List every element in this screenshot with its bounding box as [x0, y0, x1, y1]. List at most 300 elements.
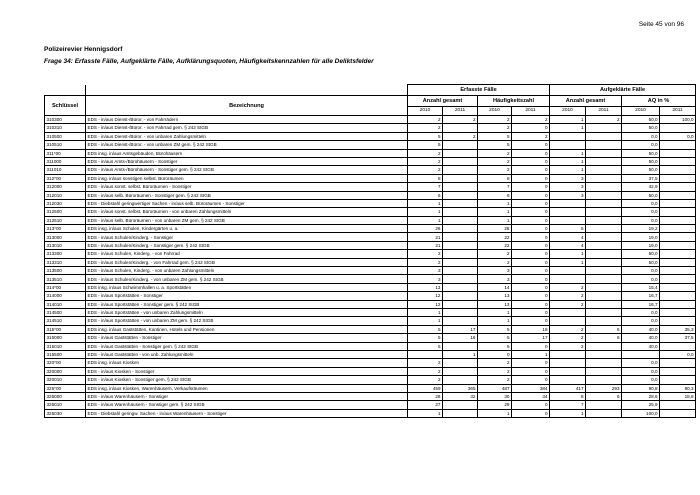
- frequency-2011-cell: 0: [512, 216, 550, 224]
- frequency-2011-cell: 0: [512, 275, 550, 283]
- rate-2011-cell: 80,3: [660, 384, 696, 392]
- rate-2010-cell: 50,0: [622, 149, 660, 157]
- cleared-2010-cell: 2: [550, 300, 586, 308]
- frequency-2011-cell: 17: [512, 334, 550, 342]
- cleared-2010-cell: 4: [550, 241, 586, 249]
- rate-2010-cell: 19,2: [622, 225, 660, 233]
- rate-2010-cell: 50,0: [622, 191, 660, 199]
- cleared-2010-cell: 417: [550, 384, 586, 392]
- frequency-2010-cell: 2: [478, 250, 512, 258]
- rate-2011-cell: [660, 376, 696, 384]
- cleared-2011-cell: [586, 157, 622, 165]
- cleared-2010-cell: 2: [550, 283, 586, 291]
- recorded-2011-cell: [443, 174, 478, 182]
- header-year: 2011: [443, 107, 478, 116]
- recorded-2011-cell: [443, 199, 478, 207]
- key-cell: 325010: [45, 401, 86, 409]
- frequency-2010-cell: 1: [478, 199, 512, 207]
- recorded-2010-cell: 1: [408, 409, 443, 417]
- table-row: [45, 166, 696, 174]
- cleared-2011-cell: [586, 250, 622, 258]
- description-cell: EDS - in/aus Dienst-/Büror. - von Fahrrädern: [86, 116, 408, 124]
- rate-2010-cell: 50,0: [622, 124, 660, 132]
- rate-2010-cell: 19,0: [622, 233, 660, 241]
- frequency-2010-cell: 5: [478, 132, 512, 140]
- frequency-2010-cell: 2: [478, 258, 512, 266]
- description-cell: EDS - in/aus Dienst-/Büror. - von unbaren Zahlungsmitteln: [86, 132, 408, 140]
- key-cell: 313010: [45, 241, 86, 249]
- cleared-2010-cell: 1: [550, 124, 586, 132]
- page-number: Seite 45 von 96: [638, 21, 684, 28]
- cleared-2011-cell: [586, 124, 622, 132]
- recorded-2010-cell: 5: [408, 141, 443, 149]
- frequency-2010-cell: 8: [478, 174, 512, 182]
- rate-2010-cell: 50,0: [622, 116, 660, 124]
- rate-2011-cell: 37,5: [660, 334, 696, 342]
- key-cell: 314010: [45, 300, 86, 308]
- key-cell: 313500: [45, 267, 86, 275]
- frequency-2010-cell: 5: [478, 325, 512, 333]
- frequency-2011-cell: 2: [512, 116, 550, 124]
- cleared-2011-cell: [586, 409, 622, 417]
- recorded-2011-cell: [443, 183, 478, 191]
- table-row: [45, 392, 696, 400]
- recorded-2011-cell: 17: [443, 325, 478, 333]
- recorded-2011-cell: [443, 367, 478, 375]
- table-row: [45, 275, 696, 283]
- table-row: [45, 233, 696, 241]
- recorded-2010-cell: 28: [408, 392, 443, 400]
- table-row: [45, 241, 696, 249]
- description-cell: EDS - in/aus sonst. selbst. Büroräumen - Sonstiger: [86, 183, 408, 191]
- header-year: 2010: [408, 107, 443, 116]
- recorded-2010-cell: 2: [408, 376, 443, 384]
- description-cell: EDS - in/aus Kiosken - Sonstiger: [86, 367, 408, 375]
- key-cell: 312010: [45, 191, 86, 199]
- frequency-2011-cell: 0: [512, 233, 550, 241]
- recorded-2011-cell: 2: [443, 132, 478, 140]
- description-cell: EDS - in/aus Sportstätten - von unbaren Zahlungsmitteln: [86, 308, 408, 316]
- recorded-2011-cell: 2: [443, 116, 478, 124]
- frequency-2011-cell: 18: [512, 325, 550, 333]
- cleared-2010-cell: [550, 350, 586, 358]
- table-row: [45, 334, 696, 342]
- cleared-2011-cell: [586, 149, 622, 157]
- table-row: [45, 149, 696, 157]
- header-blank-desc: [86, 85, 408, 96]
- rate-2011-cell: [660, 275, 696, 283]
- frequency-2011-cell: 0: [512, 258, 550, 266]
- cleared-2010-cell: [550, 359, 586, 367]
- frequency-2011-cell: 0: [512, 199, 550, 207]
- recorded-2011-cell: [443, 149, 478, 157]
- frequency-2011-cell: 0: [512, 250, 550, 258]
- frequency-2010-cell: 1: [478, 409, 512, 417]
- rate-2010-cell: 40,0: [622, 342, 660, 350]
- cleared-2010-cell: 1: [550, 166, 586, 174]
- frequency-2011-cell: 0: [512, 191, 550, 199]
- rate-2011-cell: [660, 149, 696, 157]
- rate-2010-cell: 40,0: [622, 325, 660, 333]
- cleared-2010-cell: [550, 208, 586, 216]
- frequency-2011-cell: 0: [512, 267, 550, 275]
- cleared-2010-cell: [550, 308, 586, 316]
- rate-2011-cell: [660, 409, 696, 417]
- description-cell: EDS - in/aus Warenhäusern - Sonstiger gem. § 242 StGB: [86, 401, 408, 409]
- frequency-2011-cell: 0: [512, 308, 550, 316]
- recorded-2010-cell: 459: [408, 384, 443, 392]
- recorded-2010-cell: 27: [408, 401, 443, 409]
- header-clearance-rate: AQ in %: [622, 96, 696, 107]
- recorded-2011-cell: [443, 124, 478, 132]
- table-row: [45, 225, 696, 233]
- cleared-2010-cell: [550, 132, 586, 140]
- recorded-2010-cell: 2: [408, 157, 443, 165]
- cleared-2010-cell: 8: [550, 392, 586, 400]
- rate-2011-cell: [660, 124, 696, 132]
- description-cell: EDS - in/aus Schulen/Kinderg. - von unbaren ZM gem. § 242 StGB: [86, 275, 408, 283]
- table-row: [45, 199, 696, 207]
- key-cell: 325*00: [45, 384, 86, 392]
- cleared-2011-cell: 2: [586, 116, 622, 124]
- description-cell: EDS - in/aus selb. Büroräumen - von unbaren ZM gem. § 242 StGB: [86, 216, 408, 224]
- cleared-2010-cell: 5: [550, 225, 586, 233]
- rate-2010-cell: 42,9: [622, 183, 660, 191]
- rate-2011-cell: [660, 267, 696, 275]
- description-cell: EDS - in/aus Dienst-/Büror. - von unbaren ZM gem. § 242 StGB: [86, 141, 408, 149]
- rate-2011-cell: [660, 157, 696, 165]
- recorded-2010-cell: 2: [408, 258, 443, 266]
- key-cell: 315500: [45, 350, 86, 358]
- rate-2010-cell: 90,8: [622, 384, 660, 392]
- recorded-2010-cell: 2: [408, 149, 443, 157]
- rate-2011-cell: [660, 308, 696, 316]
- cleared-2011-cell: 6: [586, 325, 622, 333]
- recorded-2010-cell: 13: [408, 283, 443, 291]
- recorded-2011-cell: [443, 233, 478, 241]
- recorded-2011-cell: 1: [443, 350, 478, 358]
- recorded-2010-cell: 1: [408, 208, 443, 216]
- cleared-2011-cell: [586, 401, 622, 409]
- header-description: Bezeichnung: [86, 96, 408, 116]
- recorded-2010-cell: 12: [408, 300, 443, 308]
- description-cell: EDS - in/aus Schulen, Kinderg. - von unbaren Zahlungsmitteln: [86, 267, 408, 275]
- table-row: [45, 384, 696, 392]
- description-cell: EDS - in/aus Gaststätten - von unb. Zahlungsmitteln: [86, 350, 408, 358]
- table-row: [45, 174, 696, 182]
- header-cleared-count: Anzahl gesamt: [550, 96, 622, 107]
- recorded-2010-cell: 26: [408, 225, 443, 233]
- frequency-2011-cell: 34: [512, 392, 550, 400]
- key-cell: 312*00: [45, 174, 86, 182]
- cleared-2010-cell: [550, 376, 586, 384]
- recorded-2011-cell: [443, 166, 478, 174]
- description-cell: EDS insg. in/aus Kiosken: [86, 359, 408, 367]
- rate-2010-cell: 100,0: [622, 409, 660, 417]
- key-cell: 310310: [45, 124, 86, 132]
- rate-2010-cell: 50,0: [622, 258, 660, 266]
- frequency-2010-cell: 1: [478, 308, 512, 316]
- key-cell: 325000: [45, 392, 86, 400]
- header-total-count: Anzahl gesamt: [408, 96, 478, 107]
- frequency-2011-cell: 0: [512, 283, 550, 291]
- rate-2011-cell: [660, 191, 696, 199]
- recorded-2010-cell: 5: [408, 132, 443, 140]
- recorded-2011-cell: [443, 283, 478, 291]
- description-cell: EDS - in/aus sonst. selbst. Büroräumen - von unbaren Zahlungsmitteln: [86, 208, 408, 216]
- cleared-2011-cell: [586, 241, 622, 249]
- cleared-2010-cell: 7: [550, 401, 586, 409]
- key-cell: 310500: [45, 132, 86, 140]
- recorded-2010-cell: 3: [408, 267, 443, 275]
- cleared-2010-cell: [550, 367, 586, 375]
- header-year: 2010: [478, 107, 512, 116]
- table-row: [45, 376, 696, 384]
- frequency-2010-cell: 13: [478, 292, 512, 300]
- key-cell: 320*00: [45, 359, 86, 367]
- table-body: [45, 116, 696, 418]
- header-recorded-cases: Erfasste Fälle: [408, 85, 550, 96]
- cleared-2010-cell: 1: [550, 149, 586, 157]
- rate-2011-cell: [660, 250, 696, 258]
- key-cell: 315*00: [45, 325, 86, 333]
- rate-2011-cell: [660, 258, 696, 266]
- frequency-2010-cell: 2: [478, 359, 512, 367]
- description-cell: EDS - in/aus Schulen, Kinderg. - von Fahrrad: [86, 250, 408, 258]
- rate-2010-cell: 0,0: [622, 317, 660, 325]
- recorded-2011-cell: [443, 191, 478, 199]
- rate-2010-cell: 19,0: [622, 241, 660, 249]
- description-cell: EDS - in/aus Dienst-/Büror. - von Fahrrad gem. § 242 StGB: [86, 124, 408, 132]
- cleared-2011-cell: [586, 317, 622, 325]
- frequency-2010-cell: 2: [478, 367, 512, 375]
- recorded-2011-cell: [443, 401, 478, 409]
- table-row: [45, 183, 696, 191]
- rate-2010-cell: 0,0: [622, 308, 660, 316]
- table-row: [45, 409, 696, 417]
- table-row: [45, 283, 696, 291]
- frequency-2011-cell: 0: [512, 376, 550, 384]
- recorded-2010-cell: 5: [408, 342, 443, 350]
- cleared-2011-cell: [586, 183, 622, 191]
- recorded-2011-cell: [443, 359, 478, 367]
- frequency-2011-cell: 0: [512, 157, 550, 165]
- rate-2011-cell: [660, 241, 696, 249]
- description-cell: EDS - Diebstahl geringw. Sachen - in/aus Warenhäusern - Sonstiger: [86, 409, 408, 417]
- header-year: 2010: [622, 107, 660, 116]
- recorded-2011-cell: [443, 225, 478, 233]
- recorded-2011-cell: [443, 267, 478, 275]
- recorded-2010-cell: 8: [408, 174, 443, 182]
- table-row: [45, 116, 696, 124]
- cleared-2011-cell: [586, 166, 622, 174]
- cleared-2011-cell: [586, 191, 622, 199]
- rate-2011-cell: [660, 183, 696, 191]
- rate-2010-cell: 0,0: [622, 267, 660, 275]
- frequency-2010-cell: 5: [478, 342, 512, 350]
- rate-2010-cell: 0,0: [622, 132, 660, 140]
- table-row: [45, 342, 696, 350]
- frequency-2010-cell: 30: [478, 392, 512, 400]
- table-row: [45, 308, 696, 316]
- description-cell: EDS - in/aus Amts-/Bürohäusern - Sonstiger gem. § 242 StGB: [86, 166, 408, 174]
- recorded-2011-cell: [443, 216, 478, 224]
- frequency-2010-cell: 22: [478, 233, 512, 241]
- frequency-2011-cell: 0: [512, 241, 550, 249]
- frequency-2010-cell: 13: [478, 300, 512, 308]
- rate-2010-cell: 37,5: [622, 174, 660, 182]
- rate-2010-cell: 0,0: [622, 359, 660, 367]
- recorded-2010-cell: 2: [408, 166, 443, 174]
- rate-2011-cell: [660, 233, 696, 241]
- frequency-2011-cell: 0: [512, 174, 550, 182]
- rate-2011-cell: 0,0: [660, 350, 696, 358]
- cleared-2011-cell: [586, 225, 622, 233]
- frequency-2011-cell: 0: [512, 342, 550, 350]
- frequency-2010-cell: 487: [478, 384, 512, 392]
- rate-2010-cell: 28,6: [622, 392, 660, 400]
- recorded-2011-cell: [443, 275, 478, 283]
- frequency-2010-cell: 14: [478, 283, 512, 291]
- rate-2011-cell: [660, 359, 696, 367]
- rate-2010-cell: 0,0: [622, 199, 660, 207]
- key-cell: 310300: [45, 116, 86, 124]
- recorded-2010-cell: 21: [408, 233, 443, 241]
- frequency-2010-cell: 1: [478, 208, 512, 216]
- key-cell: 313510: [45, 275, 86, 283]
- frequency-2011-cell: 0: [512, 183, 550, 191]
- table-row: [45, 141, 696, 149]
- recorded-2010-cell: 6: [408, 191, 443, 199]
- cleared-2011-cell: [586, 258, 622, 266]
- rate-2010-cell: 50,0: [622, 166, 660, 174]
- recorded-2011-cell: [443, 308, 478, 316]
- cleared-2010-cell: 1: [550, 157, 586, 165]
- rate-2010-cell: 16,7: [622, 300, 660, 308]
- description-cell: EDS - in/aus selb. Büroräumen - Sonstiger gem. § 242 StGB: [86, 191, 408, 199]
- key-cell: 311*00: [45, 149, 86, 157]
- description-cell: EDS - in/aus Sportstätten - Sonstiger gem. § 242 StGB: [86, 300, 408, 308]
- rate-2011-cell: 18,8: [660, 392, 696, 400]
- recorded-2010-cell: [408, 350, 443, 358]
- recorded-2011-cell: [443, 250, 478, 258]
- cleared-2010-cell: [550, 199, 586, 207]
- rate-2010-cell: 16,7: [622, 292, 660, 300]
- recorded-2010-cell: 5: [408, 334, 443, 342]
- key-cell: 315010: [45, 342, 86, 350]
- cleared-2011-cell: [586, 376, 622, 384]
- recorded-2010-cell: 12: [408, 292, 443, 300]
- rate-2010-cell: [622, 350, 660, 358]
- rate-2010-cell: 0,0: [622, 275, 660, 283]
- description-cell: EDS - in/aus Amts-/Bürohäusern - Sonstiger: [86, 157, 408, 165]
- description-cell: EDS - in/aus Sportstätten - von unbaren ZM gem. § 242 StGB: [86, 317, 408, 325]
- description-cell: EDS insg. in/aus Amtsgebäuden, Bürohäusern: [86, 149, 408, 157]
- frequency-2011-cell: 0: [512, 401, 550, 409]
- key-cell: 314500: [45, 308, 86, 316]
- cleared-2010-cell: 2: [550, 334, 586, 342]
- rate-2010-cell: 0,0: [622, 208, 660, 216]
- key-cell: 320010: [45, 376, 86, 384]
- key-cell: 315000: [45, 334, 86, 342]
- cleared-2011-cell: [586, 350, 622, 358]
- cleared-2011-cell: [586, 359, 622, 367]
- frequency-2011-cell: 0: [512, 367, 550, 375]
- description-cell: EDS - in/aus Schulen/Kinderg. - Sonstiger gem. § 242 StGB: [86, 241, 408, 249]
- rate-2010-cell: 40,0: [622, 334, 660, 342]
- table-row: [45, 258, 696, 266]
- table-row: [45, 157, 696, 165]
- frequency-2010-cell: 5: [478, 334, 512, 342]
- recorded-2010-cell: 1: [408, 308, 443, 316]
- rate-2010-cell: 0,0: [622, 141, 660, 149]
- key-cell: 311010: [45, 166, 86, 174]
- key-cell: 320000: [45, 367, 86, 375]
- key-cell: 310510: [45, 141, 86, 149]
- key-cell: 314510: [45, 317, 86, 325]
- rate-2011-cell: [660, 141, 696, 149]
- recorded-2010-cell: 1: [408, 199, 443, 207]
- recorded-2010-cell: 1: [408, 317, 443, 325]
- table-row: [45, 216, 696, 224]
- cleared-2010-cell: 1: [550, 250, 586, 258]
- key-cell: 312030: [45, 199, 86, 207]
- rate-2011-cell: 0,0: [660, 132, 696, 140]
- table-row: [45, 191, 696, 199]
- cleared-2010-cell: 1: [550, 116, 586, 124]
- recorded-2010-cell: 7: [408, 183, 443, 191]
- frequency-2010-cell: 2: [478, 149, 512, 157]
- frequency-2011-cell: 384: [512, 384, 550, 392]
- frequency-2010-cell: 2: [478, 166, 512, 174]
- description-cell: EDS - in/aus Warenhäusern - Sonstiger: [86, 392, 408, 400]
- frequency-2011-cell: 0: [512, 149, 550, 157]
- recorded-2010-cell: 2: [408, 359, 443, 367]
- cleared-2011-cell: [586, 199, 622, 207]
- description-cell: EDS - in/aus Gaststätten - Sonstiger: [86, 334, 408, 342]
- cleared-2011-cell: [586, 216, 622, 224]
- frequency-2011-cell: 0: [512, 124, 550, 132]
- rate-2011-cell: [660, 317, 696, 325]
- recorded-2011-cell: [443, 317, 478, 325]
- table-row: [45, 267, 696, 275]
- table-row: [45, 292, 696, 300]
- frequency-2010-cell: 3: [478, 267, 512, 275]
- recorded-2010-cell: 21: [408, 241, 443, 249]
- description-cell: EDS insg. in/aus sonstigen selbst. Büroräumen: [86, 174, 408, 182]
- rate-2011-cell: [660, 300, 696, 308]
- cleared-2011-cell: [586, 283, 622, 291]
- rate-2011-cell: [660, 283, 696, 291]
- rate-2010-cell: 50,0: [622, 157, 660, 165]
- key-cell: 313310: [45, 258, 86, 266]
- table-row: [45, 208, 696, 216]
- cleared-2010-cell: 3: [550, 174, 586, 182]
- rate-2011-cell: 35,3: [660, 325, 696, 333]
- frequency-2010-cell: 2: [478, 124, 512, 132]
- frequency-2010-cell: 0: [478, 350, 512, 358]
- header-cleared-cases: Aufgeklärte Fälle: [550, 85, 696, 96]
- rate-2010-cell: 15,4: [622, 283, 660, 291]
- rate-2011-cell: [660, 292, 696, 300]
- key-cell: 313000: [45, 233, 86, 241]
- description-cell: EDS insg. in/aus Schulen, Kindergärten u. a.: [86, 225, 408, 233]
- cleared-2011-cell: [586, 275, 622, 283]
- cleared-2011-cell: 293: [586, 384, 622, 392]
- header-blank-key: [45, 85, 86, 96]
- description-cell: EDS - in/aus Kiosken - Sonstiger gem. § 242 StGB: [86, 376, 408, 384]
- recorded-2010-cell: 2: [408, 124, 443, 132]
